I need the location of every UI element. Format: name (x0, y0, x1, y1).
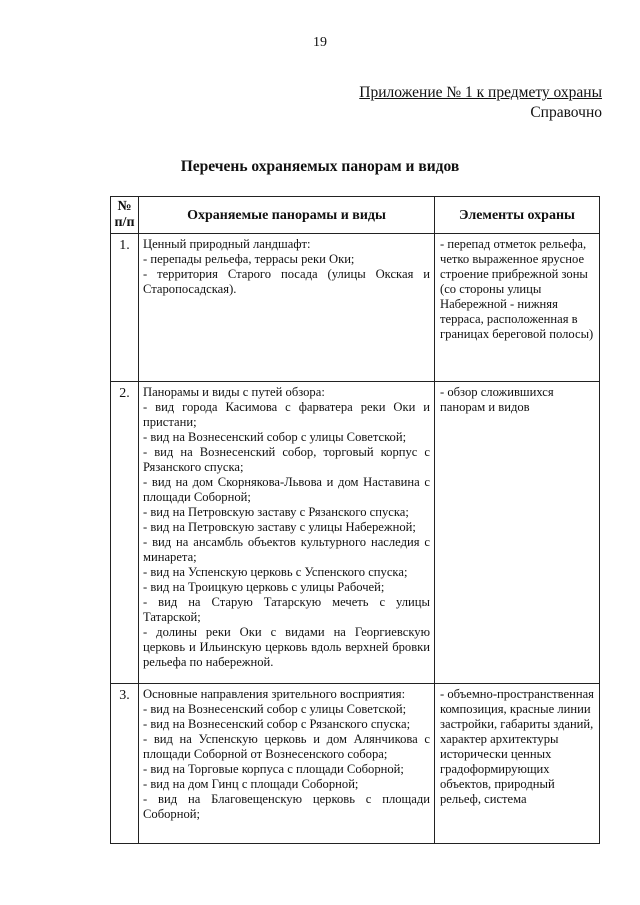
header-panoramas: Охраняемые панорамы и виды (139, 197, 435, 234)
panorama-item: - вид на Вознесенский собор с Рязанского спуска; (143, 717, 411, 731)
panorama-item: - долины реки Оки с видами на Георгиевскую церковь и Ильинскую церковь вдоль верхней бровки рельефа по набережной. (143, 625, 430, 669)
panorama-item: - вид на Троицкую церковь с улицы Рабочей; (143, 580, 385, 594)
panorama-item: - вид на Старую Татарскую мечеть с улицы Татарской; (143, 595, 430, 624)
appendix-note (359, 83, 602, 123)
row-number: 2. (111, 382, 139, 684)
table-row (111, 684, 600, 844)
panorama-item: - вид на Успенскую церковь и дом Алянчикова с площади Соборной от Вознесенского собора; (143, 732, 430, 761)
panorama-item: - вид на ансамбль объектов культурного наследия с минарета; (143, 535, 430, 564)
panorama-item: - вид на дом Скорнякова-Львова и дом Наставина с площади Соборной; (143, 475, 430, 504)
row-number: 3. (111, 684, 139, 844)
elements-cell: - перепад отметок рельефа, четко выраженное ярусное строение прибрежной зоны (со стороны улицы Набережной - нижняя терраса, расположенная в границах береговой полосы) (435, 234, 600, 382)
panoramas-cell (139, 382, 435, 684)
header-number-symbol: № (117, 199, 132, 214)
panorama-item: - вид на Благовещенскую церковь с площади Соборной; (143, 792, 430, 821)
page-number: 19 (313, 35, 327, 50)
panorama-item: - вид на дом Гинц с площади Соборной; (143, 777, 359, 791)
header-number (111, 197, 139, 234)
appendix-subtitle: Справочно (530, 104, 602, 121)
panorama-item: - вид на Петровскую заставу с улицы Набережной; (143, 520, 416, 534)
panorama-item: Основные направления зрительного восприятия: (143, 687, 406, 701)
table-row (111, 234, 600, 382)
table-row (111, 382, 600, 684)
panorama-item: - вид города Касимова с фарватера реки Оки и пристани; (143, 400, 430, 429)
header-number-abbr: п/п (114, 215, 135, 230)
panorama-item: - перепады рельефа, террасы реки Оки; (143, 252, 355, 266)
panorama-item: - вид на Вознесенский собор с улицы Советской; (143, 430, 407, 444)
panoramas-cell (139, 234, 435, 382)
elements-cell: - обзор сложившихся панорам и видов (435, 382, 600, 684)
appendix-title: Приложение № 1 к предмету охраны (359, 84, 602, 101)
panorama-item: - вид на Вознесенский собор, торговый корпус с Рязанского спуска; (143, 445, 430, 474)
panorama-item: - вид на Успенскую церковь с Успенского спуска; (143, 565, 408, 579)
panorama-item: - вид на Вознесенский собор с улицы Советской; (143, 702, 407, 716)
panorama-item: - территория Старого посада (улицы Окская и Старопосадская). (143, 267, 430, 296)
elements-cell: - объемно-пространственная композиция, красные линии застройки, габариты зданий, характер архитектуры исторически ценных градоформирующих объектов, природный рельеф, система (435, 684, 600, 844)
header-elements: Элементы охраны (435, 197, 600, 234)
row-number: 1. (111, 234, 139, 382)
panorama-item: - вид на Торговые корпуса с площади Соборной; (143, 762, 404, 776)
panoramas-table (110, 196, 600, 844)
document-title: Перечень охраняемых панорам и видов (180, 158, 460, 175)
panorama-item: - вид на Петровскую заставу с Рязанского спуска; (143, 505, 409, 519)
panorama-item: Ценный природный ландшафт: (143, 237, 311, 251)
table-header-row (111, 197, 600, 234)
panoramas-cell (139, 684, 435, 844)
panorama-item: Панорамы и виды с путей обзора: (143, 385, 325, 399)
